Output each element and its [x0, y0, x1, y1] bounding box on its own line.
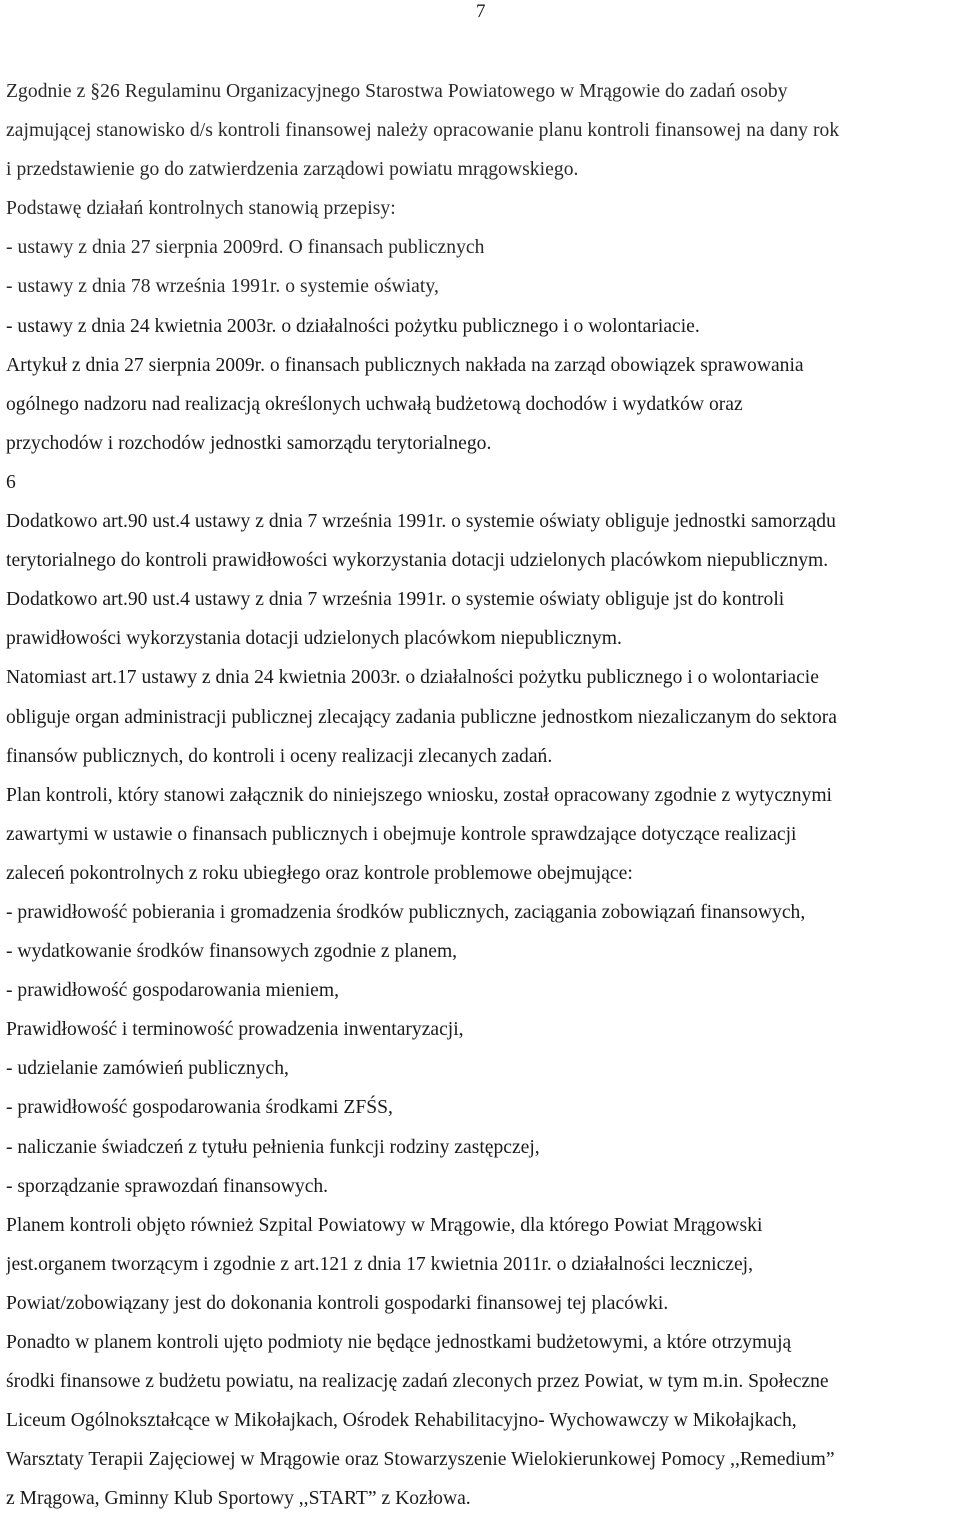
text-line: finansów publicznych, do kontroli i oceny realizacji zlecanych zadań.: [6, 745, 553, 767]
text-line: jest.organem tworzącym i zgodnie z art.121 z dnia 17 kwietnia 2011r. o działalności leczniczej,: [6, 1253, 754, 1275]
text-line: zajmującej stanowisko d/s kontroli finansowej należy opracowanie planu kontroli finansowej na dany rok: [6, 120, 840, 142]
text-line: przychodów i rozchodów jednostki samorządu terytorialnego.: [6, 432, 492, 454]
text-line: Podstawę działań kontrolnych stanowią przepisy:: [6, 198, 396, 220]
list-item: - prawidłowość gospodarowania mieniem,: [6, 980, 340, 1002]
document-body: [6, 72, 958, 1518]
list-item: - prawidłowość gospodarowania środkami ZFŚS,: [6, 1097, 393, 1119]
text-line: - ustawy z dnia 24 kwietnia 2003r. o działalności pożytku publicznego i o wolontariacie.: [6, 315, 700, 337]
text-line: zawartymi w ustawie o finansach publicznych i obejmuje kontrole sprawdzające dotyczące realizacji: [6, 823, 797, 845]
text-line: Natomiast art.17 ustawy z dnia 24 kwietnia 2003r. o działalności pożytku publicznego i o wolontariacie: [6, 667, 819, 689]
text-line: Powiat/zobowiązany jest do dokonania kontroli gospodarki finansowej tej placówki.: [6, 1292, 669, 1314]
text-line: Planem kontroli objęto również Szpital Powiatowy w Mrągowie, dla którego Powiat Mrągowski: [6, 1214, 763, 1236]
text-line: Dodatkowo art.90 ust.4 ustawy z dnia 7 września 1991r. o systemie oświaty obliguje jst do kontroli: [6, 589, 785, 611]
text-line: Dodatkowo art.90 ust.4 ustawy z dnia 7 września 1991r. o systemie oświaty obliguje jednostki samorządu: [6, 511, 836, 533]
list-item: Prawidłowość i terminowość prowadzenia inwentaryzacji,: [6, 1019, 464, 1041]
page-number: 7: [476, 1, 486, 22]
text-line: Artykuł z dnia 27 sierpnia 2009r. o finansach publicznych nakłada na zarząd obowiązek sprawowania: [6, 354, 804, 376]
text-line: zaleceń pokontrolnych z roku ubiegłego oraz kontrole problemowe obejmujące:: [6, 862, 633, 884]
text-line: Ponadto w planem kontroli ujęto podmioty nie będące jednostkami budżetowymi, a które otrzymują: [6, 1332, 792, 1353]
list-item: - sporządzanie sprawozdań finansowych.: [6, 1175, 329, 1197]
text-line: Plan kontroli, który stanowi załącznik do niniejszego wniosku, został opracowany zgodnie z wytycznymi: [6, 784, 832, 806]
text-line: Zgodnie z §26 Regulaminu Organizacyjnego Starostwa Powiatowego w Mrągowie do zadań osoby: [6, 81, 788, 102]
list-item: - wydatkowanie środków finansowych zgodnie z planem,: [6, 941, 458, 963]
text-line: ogólnego nadzoru nad realizacją określonych uchwałą budżetową dochodów i wydatków oraz: [6, 393, 743, 415]
text-line: środki finansowe z budżetu powiatu, na realizację zadań zleconych przez Powiat, w tym m.in. Społeczne: [6, 1371, 829, 1393]
list-item: - udzielanie zamówień publicznych,: [6, 1058, 289, 1080]
list-item: - prawidłowość pobierania i gromadzenia środków publicznych, zaciągania zobowiązań finansowych,: [6, 901, 806, 923]
text-line: i przedstawienie go do zatwierdzenia zarządowi powiatu mrągowskiego.: [6, 159, 579, 181]
text-line: Liceum Ogólnokształcące w Mikołajkach, Ośrodek Rehabilitacyjno- Wychowawczy w Mikołajkach,: [6, 1410, 797, 1432]
footnote-number: 6: [6, 471, 16, 493]
text-line: - ustawy z dnia 27 sierpnia 2009rd. O finansach publicznych: [6, 237, 485, 259]
text-line: Warsztaty Terapii Zajęciowej w Mrągowie oraz Stowarzyszenie Wielokierunkowej Pomocy ,,Remedium”: [6, 1449, 835, 1471]
text-line: z Mrągowa, Gminny Klub Sportowy ,,START” z Kozłowa.: [6, 1488, 471, 1510]
text-line: prawidłowości wykorzystania dotacji udzielonych placówkom niepublicznym.: [6, 628, 622, 650]
text-line: terytorialnego do kontroli prawidłowości wykorzystania dotacji udzielonych placówkom niepublicznym.: [6, 550, 829, 572]
list-item: - naliczanie świadczeń z tytułu pełnienia funkcji rodziny zastępczej,: [6, 1136, 540, 1158]
text-line: - ustawy z dnia 78 września 1991r. o systemie oświaty,: [6, 276, 439, 298]
text-line: obliguje organ administracji publicznej zlecający zadania publiczne jednostkom niezaliczanym do sektora: [6, 706, 837, 728]
